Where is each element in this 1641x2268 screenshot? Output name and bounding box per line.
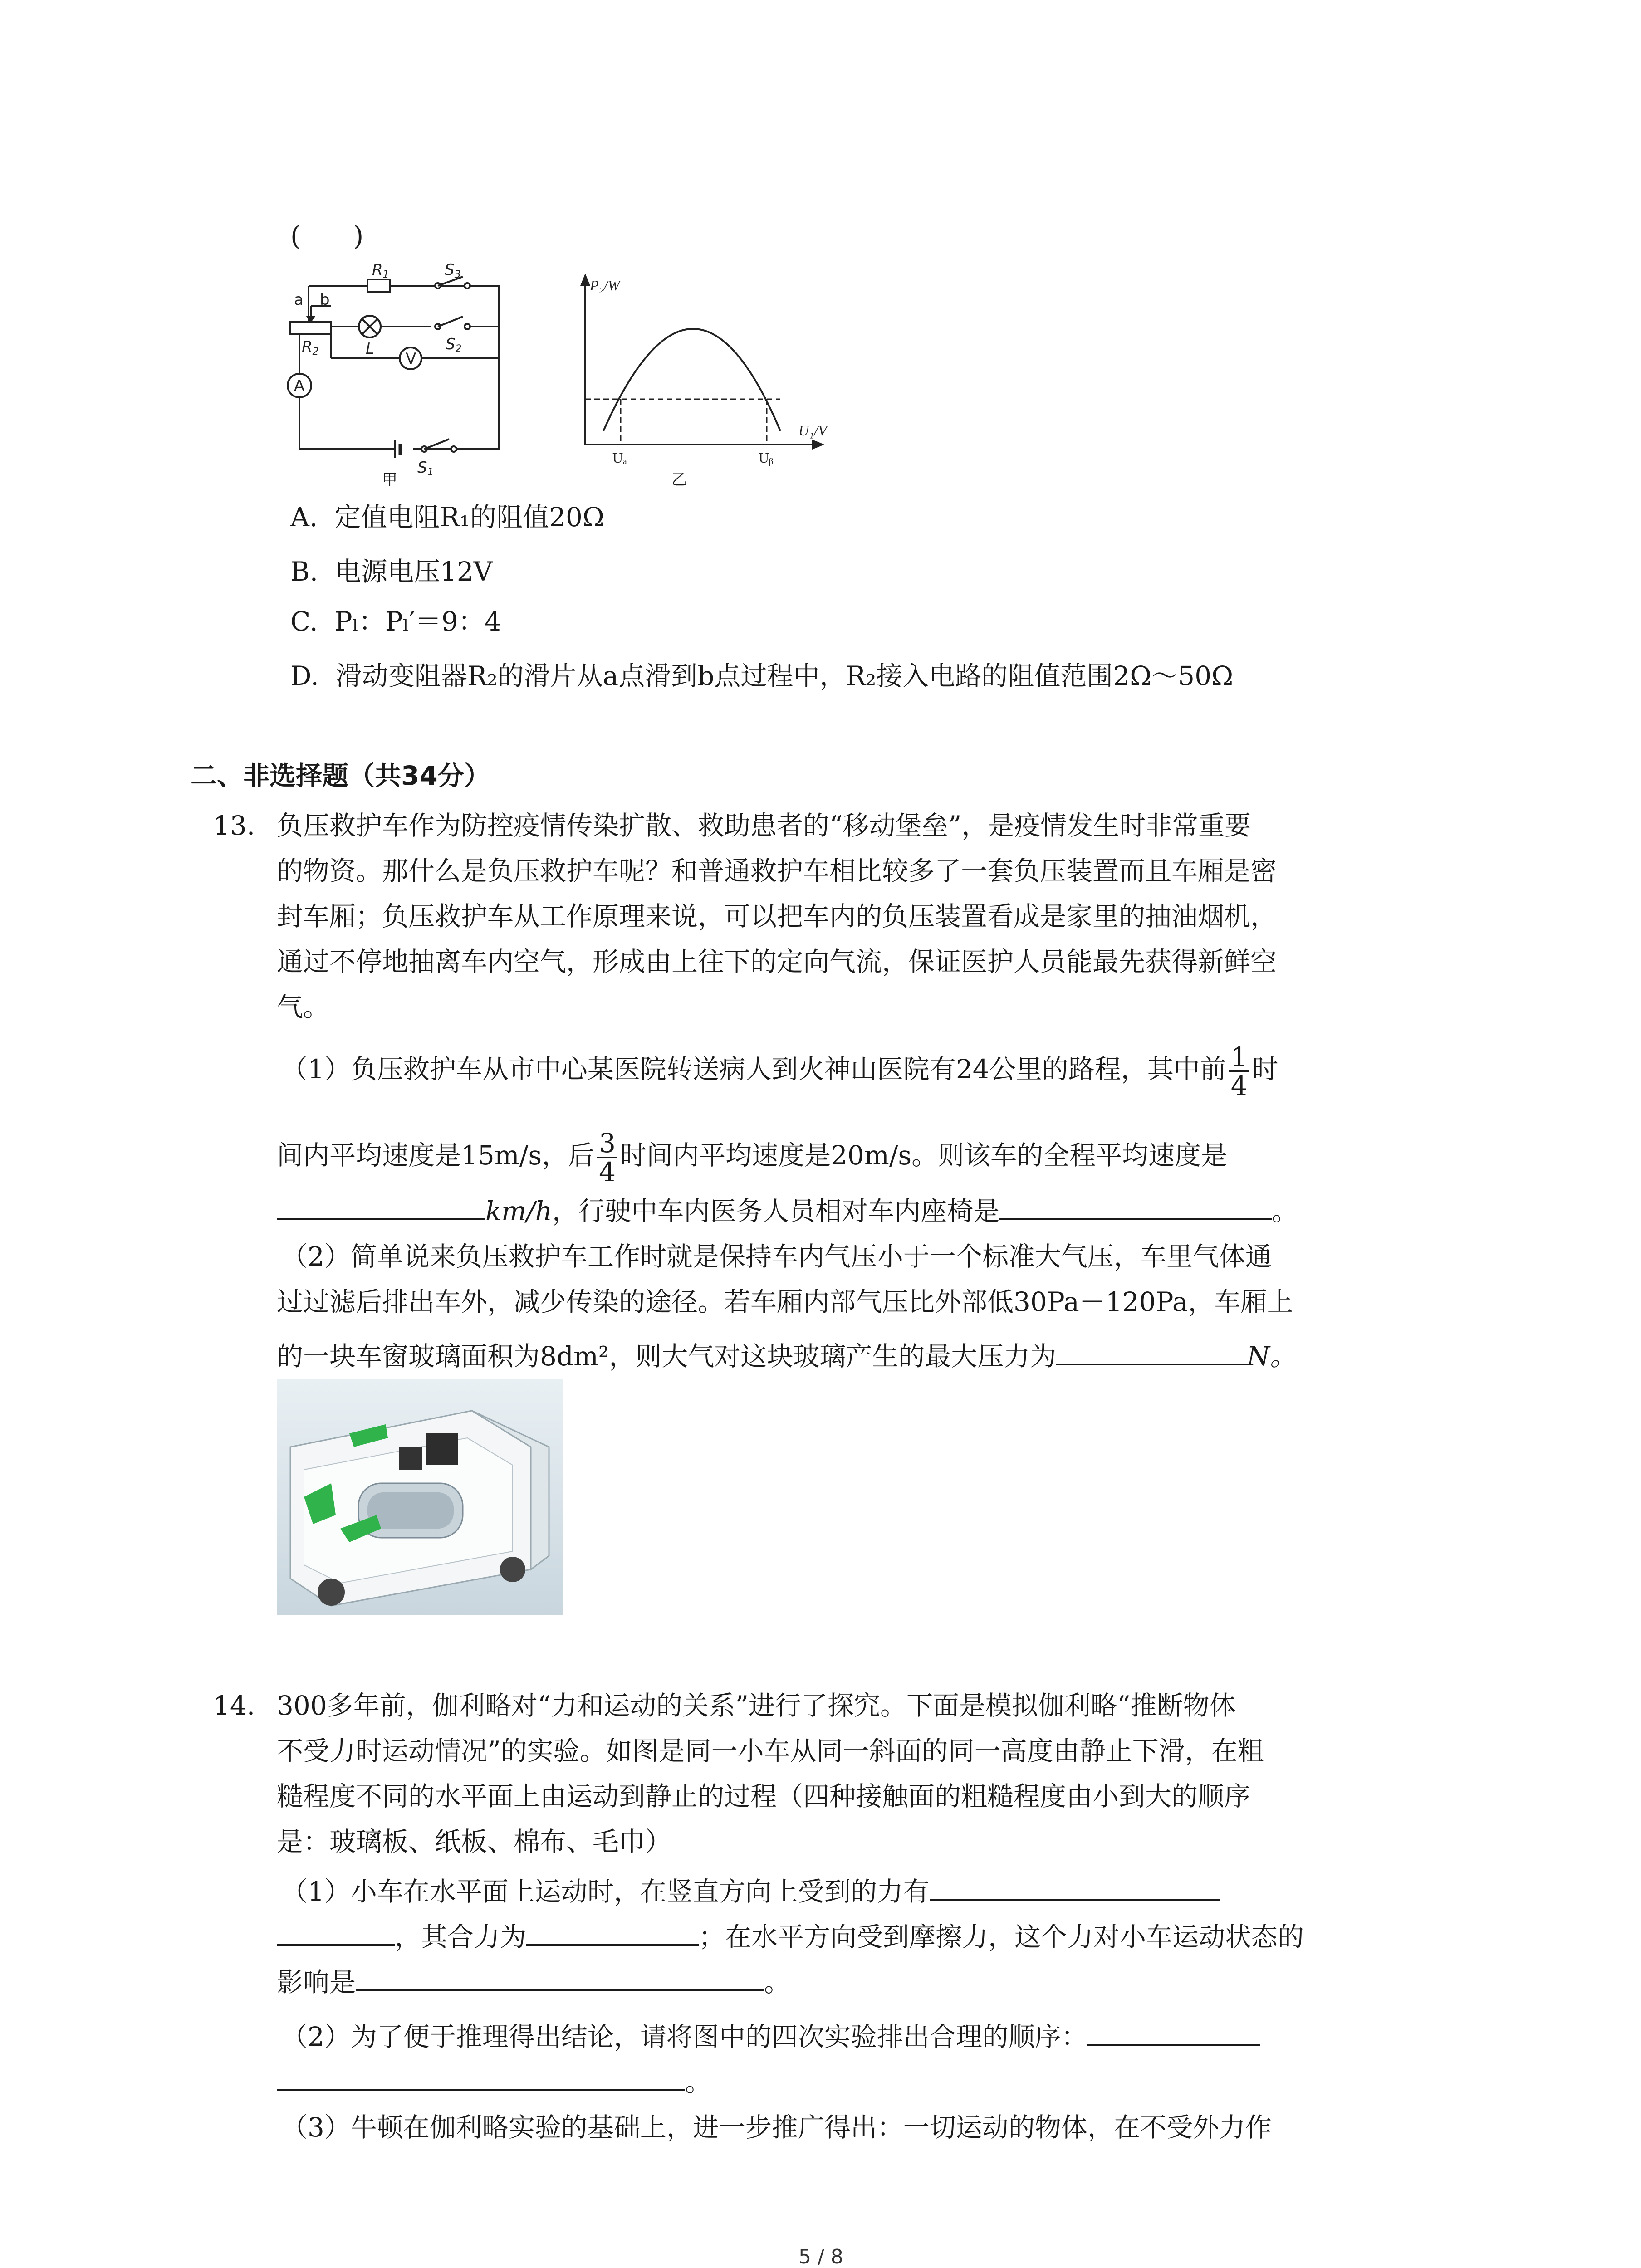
q14-part1-line1: （1）小车在水平面上运动时，在竖直方向上受到的力有 [281, 1869, 1220, 1914]
svg-text:S3: S3 [445, 263, 461, 280]
option-a: A. 定值电阻R₁的阻值20Ω [290, 502, 605, 533]
q14-vertical-forces-blank[interactable] [930, 1871, 1220, 1901]
q14-part3-line1: （3）牛顿在伽利略实验的基础上，进一步推广得出：一切运动的物体，在不受外力作 [281, 2112, 1272, 2143]
graph-y-label: P₂/W [590, 277, 620, 293]
q14-friction-effect-blank[interactable] [356, 1961, 764, 1991]
q14-stem: 300多年前，伽利略对“力和运动的关系”进行了探究。下面是模拟伽利略“推断物体 不受力时运动情况”的实验。如图是同一小车从同一斜面的同一高度由静止下滑，在粗 糙程度不同的水平面上由运动到静止的过程（四种接触面的粗糙程度由小到大的顺序 是：玻璃板、纸板、棉布、毛巾） [277, 1690, 1264, 1857]
q14-net-force-blank[interactable] [526, 1916, 699, 1946]
option-b: B. 电源电压12V [290, 556, 493, 587]
q13-number: 13. [213, 810, 255, 841]
q13-stem: 负压救护车作为防控疫情传染扩散、救助患者的“移动堡垒”，是疫情发生时非常重要 的物资。那什么是负压救护车呢？和普通救护车相比较多了一套负压装置而且车厢是密 封车厢；负压救护车从工作原理来说，可以把车内的负压装置看成是家里的抽油烟机， 通过不停地抽离车内空气，形成由上往下的定向气流，保证医护人员能最先获得新鲜空 气。 [277, 810, 1277, 1022]
circuit-caption: 甲 [382, 471, 397, 489]
svg-text:V: V [406, 350, 416, 368]
q13-part2-line3: 的一块车窗玻璃面积为8dm²，则大气对这块玻璃产生的最大压力为 N。 [277, 1334, 1296, 1379]
page-number: 5 / 8 [798, 2245, 843, 2268]
answer-bracket: ( ) [290, 220, 364, 251]
svg-text:A: A [294, 377, 305, 395]
q14-order-blank-cont[interactable] [277, 2061, 685, 2091]
graph-ub-label: Uᵦ [759, 450, 774, 466]
svg-text:a: a [294, 291, 304, 309]
graph-caption: 乙 [671, 471, 687, 489]
svg-text:S1: S1 [417, 459, 434, 478]
q14-number: 14. [213, 1690, 255, 1721]
q13-part1-line3: km/h，行驶中车内医务人员相对车内座椅是 。 [277, 1188, 1298, 1234]
q13-reference-blank[interactable] [999, 1190, 1272, 1220]
power-voltage-graph [544, 263, 862, 472]
q13-force-blank[interactable] [1056, 1335, 1247, 1365]
svg-text:S2: S2 [446, 335, 462, 355]
svg-text:L: L [366, 340, 374, 358]
q14-part2-line1: （2）为了便于推理得出结论，请将图中的四次实验排出合理的顺序： [281, 2014, 1260, 2059]
option-d: D. 滑动变阻器R₂的滑片从a点滑到b点过程中，R₂接入电路的阻值范围2Ω～50Ω [290, 660, 1234, 691]
q13-speed-blank[interactable] [277, 1190, 485, 1220]
q13-part2: （2）简单说来负压救护车工作时就是保持车内气压小于一个标准大气压，车里气体通 过过滤后排出车外，减少传染的途径。若车厢内部气压比外部低30Pa－120Pa，车厢上 [277, 1241, 1293, 1317]
q14-order-blank[interactable] [1087, 2016, 1260, 2046]
q14-vertical-forces-blank-cont[interactable] [277, 1916, 395, 1946]
svg-text:R2: R2 [302, 338, 319, 357]
svg-text:b: b [320, 291, 330, 309]
section-heading: 二、非选择题（共34分） [191, 760, 490, 791]
graph-ua-label: Uₐ [612, 450, 627, 466]
circuit-diagram [277, 263, 522, 481]
q14-part1-line3: 影响是 。 [277, 1960, 790, 2005]
svg-text:R1: R1 [372, 263, 389, 280]
q13-part1-line2: 间内平均速度是15m/s，后 $\frac{3}{4}$ 时间内平均速度是20m/s。则该车的全程平均速度是 [277, 1128, 1228, 1188]
q13-part1-line1: （1）负压救护车从市中心某医院转送病人到火神山医院有24公里的路程，其中前 $\frac{1}{4}$ 时 [281, 1041, 1279, 1101]
option-c: C. Pₗ：Pₗ′＝9：4 [290, 606, 501, 637]
q14-part1-line2: ，其合力为 ；在水平方向受到摩擦力，这个力对小车运动状态的 [277, 1914, 1304, 1960]
ambulance-image [277, 1379, 563, 1615]
q14-part2-line2: 。 [277, 2059, 711, 2105]
graph-x-label: U₁/V [798, 422, 827, 439]
